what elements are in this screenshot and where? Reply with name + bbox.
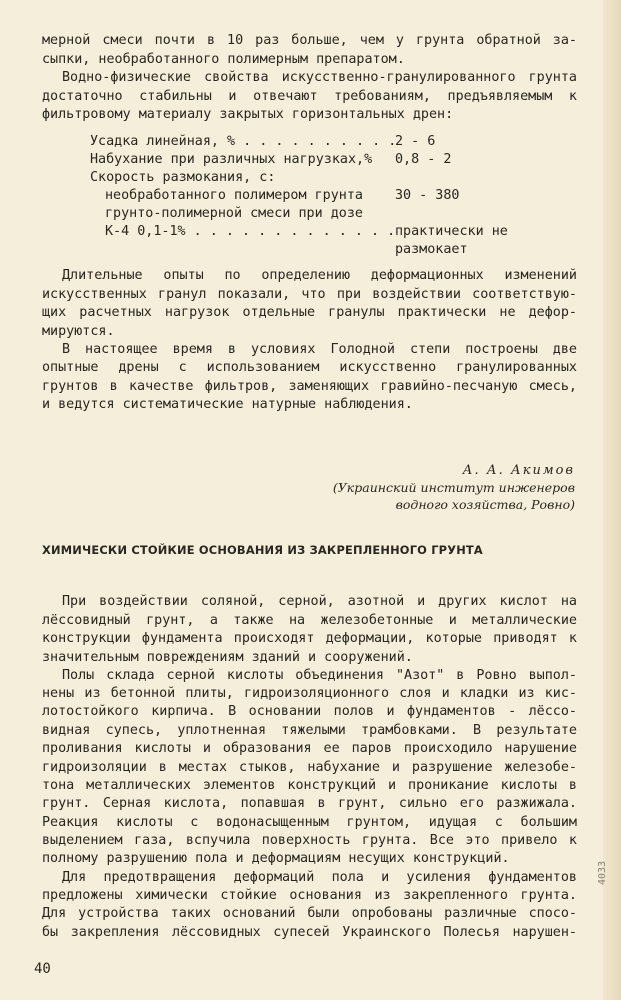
page-number: 40 bbox=[34, 961, 51, 977]
text-line: полному разрушению пола и деформациям несущих конструкций. bbox=[42, 851, 510, 866]
spec-label: грунто-полимерной смеси при дозе bbox=[105, 206, 363, 221]
text-line: При воздействии соляной, серной, азотной и других кислот на bbox=[62, 594, 577, 609]
text-line: грунт. Серная кислота, попавшая в грунт, сильно его разжижала. bbox=[42, 796, 577, 811]
spec-label: К-4 0,1-1% . . . . . . . . . . . . . bbox=[105, 224, 396, 239]
spec-label: необработанного полимером грунта bbox=[105, 188, 363, 203]
spec-value: 2 - 6 bbox=[395, 134, 436, 149]
text-line: Полы склада серной кислоты объединения "Азот" в Ровно выпол- bbox=[62, 668, 577, 683]
text-line: сыпки, необработанного полимерным препаратом. bbox=[42, 52, 405, 67]
text-line: искусственных гранул показали, что при воздействии соответствую- bbox=[42, 287, 577, 302]
spec-label: Скорость размокания, с: bbox=[90, 170, 276, 185]
text-line: тона металлических элементов конструкций и проникание кислоты в bbox=[42, 778, 577, 793]
text-line: фильтровому материалу закрытых горизонтальных дрен: bbox=[42, 107, 454, 122]
author-name: А. А. Акимов bbox=[462, 463, 575, 478]
text-line: значительным повреждениям зданий и сооружений. bbox=[42, 650, 413, 665]
text-line: грунтов в качестве фильтров, заменяющих гравийно-песчаную смесь, bbox=[42, 379, 577, 394]
text-line: проливания кислоты и образования ее паров происходило нарушение bbox=[42, 741, 577, 756]
text-line: предложены химически стойкие основания из закрепленного грунта. bbox=[42, 888, 577, 903]
text-line: лотостойкого кирпича. В основании полов и фундаментов - лёссо- bbox=[42, 704, 577, 719]
text-line: нены из бетонной плиты, гидроизоляционного слоя и кладки из кис- bbox=[42, 686, 577, 701]
text-line: гидроизоляции в местах стыков, набухание и разрушение железобе- bbox=[42, 760, 577, 775]
margin-stamp: 4033 bbox=[597, 860, 608, 885]
text-line: В настоящее время в условиях Голодной степи построены две bbox=[62, 342, 577, 357]
text-line: достаточно стабильны и отвечают требованиям, предъявляемым к bbox=[42, 89, 577, 104]
text-line: бы закрепления лёссовидных супесей Украинского Полесья нарушен- bbox=[42, 925, 577, 940]
spec-value: 30 - 380 bbox=[395, 188, 460, 203]
text-line: Водно-физические свойства искусственно-гранулированного грунта bbox=[62, 70, 577, 85]
text-line: Длительные опыты по определению деформационных изменений bbox=[62, 268, 577, 283]
spec-value: практически не bbox=[395, 224, 508, 239]
text-line: видная супесь, уплотненная тяжелыми трамбовками. В результате bbox=[42, 723, 577, 738]
text-line: лёссовидный грунт, а также на железобетонные и металлические bbox=[42, 613, 577, 628]
text-line: Для устройства таких оснований были опробованы различные спосо- bbox=[42, 906, 577, 921]
text-line: мируются. bbox=[42, 324, 115, 339]
spec-value: 0,8 - 2 bbox=[395, 152, 452, 167]
page-gutter-shadow bbox=[603, 0, 621, 1000]
text-line: и ведутся систематические натурные наблюдения. bbox=[42, 397, 413, 412]
text-line: опытные дрены с использованием искусственно гранулированных bbox=[42, 360, 577, 375]
text-line: Реакция кислоты с водонасыщенным грунтом, идущая с большим bbox=[42, 815, 577, 830]
text-line: выделением газа, вспучила поверхность грунта. Все это привело к bbox=[42, 833, 577, 848]
spec-value: размокает bbox=[395, 242, 468, 257]
author-affiliation: водного хозяйства, Ровно) bbox=[395, 497, 575, 512]
section-title: ХИМИЧЕСКИ СТОЙКИЕ ОСНОВАНИЯ ИЗ ЗАКРЕПЛЕННОГО ГРУНТА bbox=[42, 543, 483, 557]
spec-label: Усадка линейная, % . . . . . . . . . . bbox=[90, 134, 397, 149]
spec-label: Набухание при различных нагрузках,% bbox=[90, 152, 373, 167]
text-line: Для предотвращения деформаций пола и усиления фундаментов bbox=[62, 870, 577, 885]
text-line: конструкции фундамента происходят деформации, которые приводят к bbox=[42, 631, 577, 646]
text-line: мерной смеси почти в 10 раз больше, чем у грунта обратной за- bbox=[42, 33, 577, 48]
text-line: щих расчетных нагрузок отдельные гранулы практически не дефор- bbox=[42, 305, 577, 320]
author-affiliation: (Украинский институт инженеров bbox=[332, 480, 575, 495]
